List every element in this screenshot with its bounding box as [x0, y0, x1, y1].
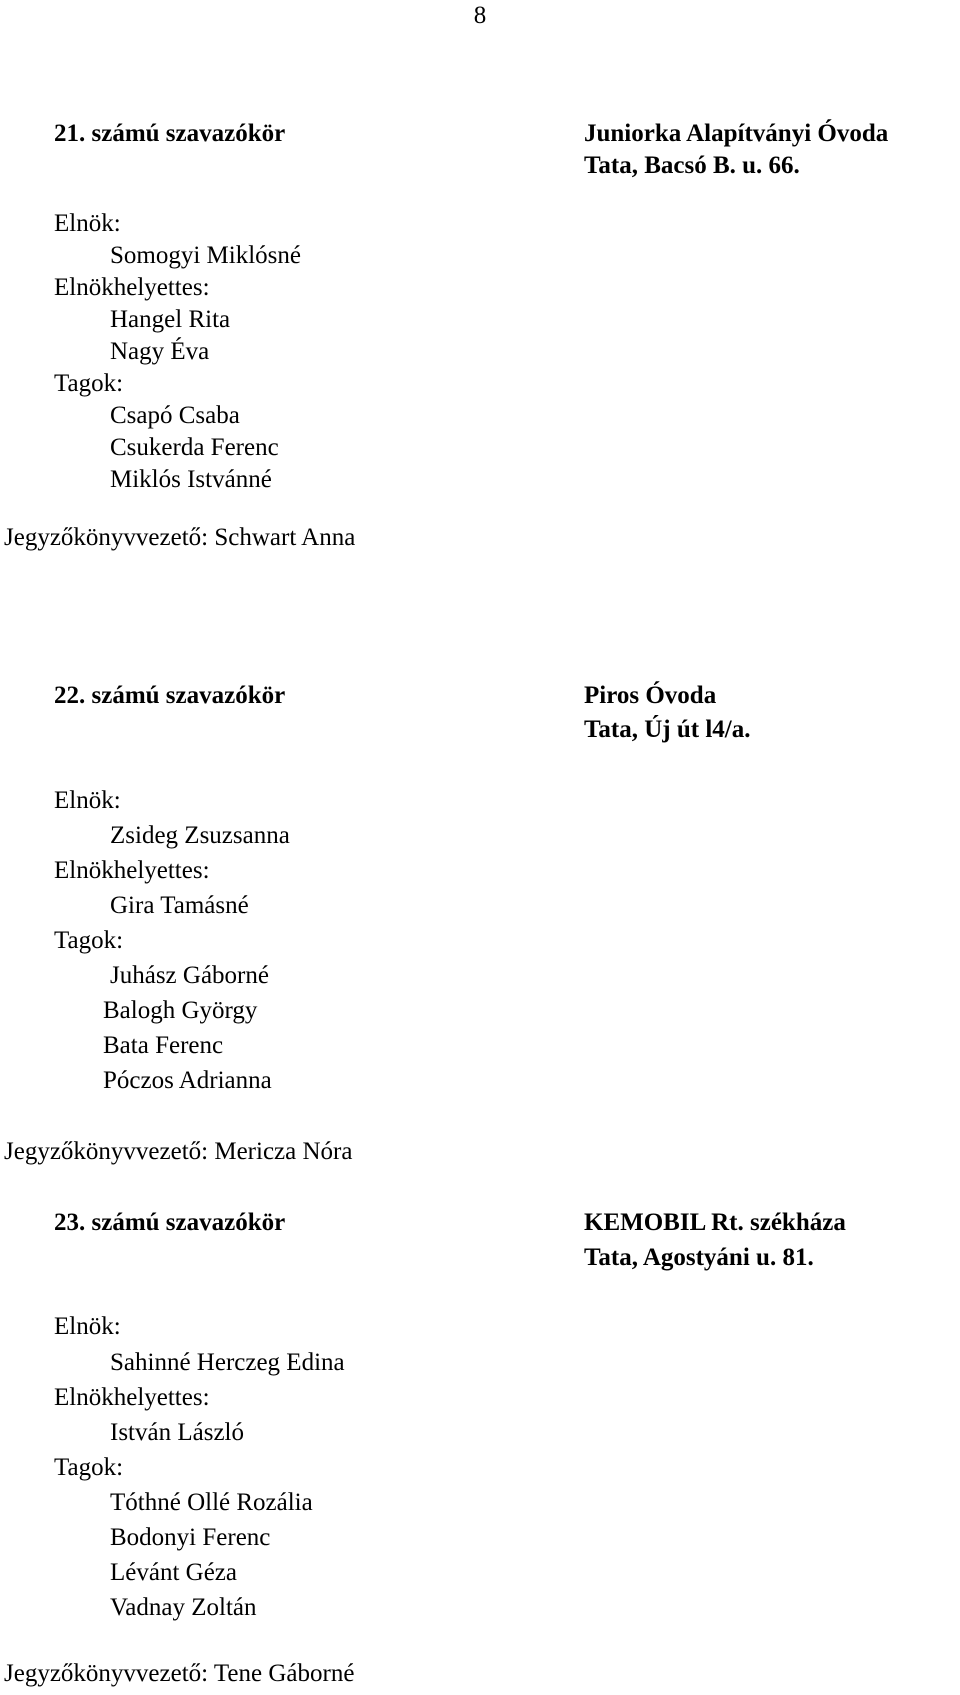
member-name: Tóthné Ollé Rozália [110, 1489, 313, 1516]
chair-label: Elnök: [54, 787, 121, 814]
deputy-name: István László [110, 1419, 244, 1446]
precinct-heading: 22. számú szavazókör [54, 682, 286, 709]
member-name: Bata Ferenc [103, 1032, 224, 1059]
chair-label: Elnök: [54, 1313, 121, 1340]
member-name: Balogh György [103, 997, 258, 1024]
chair-name: Somogyi Miklósné [110, 242, 301, 269]
clerk-line: Jegyzőkönyvvezető: Mericza Nóra [4, 1138, 353, 1165]
deputy-label: Elnökhelyettes: [54, 274, 210, 301]
deputy-label: Elnökhelyettes: [54, 1384, 210, 1411]
deputy-name: Nagy Éva [110, 338, 210, 365]
precinct-location-name: Juniorka Alapítványi Óvoda [584, 120, 889, 147]
deputy-label: Elnökhelyettes: [54, 857, 210, 884]
chair-name: Zsideg Zsuzsanna [110, 822, 290, 849]
deputy-name: Hangel Rita [110, 306, 231, 333]
precinct-location-address: Tata, Agostyáni u. 81. [584, 1244, 814, 1271]
members-label: Tagok: [54, 927, 124, 954]
chair-label: Elnök: [54, 210, 121, 237]
member-name: Póczos Adrianna [103, 1067, 272, 1094]
member-name: Lévánt Géza [110, 1559, 238, 1586]
chair-name: Sahinné Herczeg Edina [110, 1349, 345, 1376]
members-label: Tagok: [54, 370, 124, 397]
clerk-line: Jegyzőkönyvvezető: Tene Gáborné [4, 1660, 355, 1687]
precinct-location-address: Tata, Új út l4/a. [584, 716, 751, 743]
page-number: 8 [473, 2, 487, 29]
members-label: Tagok: [54, 1454, 124, 1481]
clerk-line: Jegyzőkönyvvezető: Schwart Anna [4, 524, 356, 551]
precinct-location-name: KEMOBIL Rt. székháza [584, 1209, 846, 1236]
member-name: Csukerda Ferenc [110, 434, 279, 461]
member-name: Vadnay Zoltán [110, 1594, 257, 1621]
precinct-location-address: Tata, Bacsó B. u. 66. [584, 152, 800, 179]
member-name: Juhász Gáborné [110, 962, 269, 989]
member-name: Csapó Csaba [110, 402, 240, 429]
member-name: Bodonyi Ferenc [110, 1524, 271, 1551]
precinct-heading: 23. számú szavazókör [54, 1209, 286, 1236]
precinct-location-name: Piros Óvoda [584, 682, 717, 709]
member-name: Miklós Istvánné [110, 466, 272, 493]
precinct-heading: 21. számú szavazókör [54, 120, 286, 147]
deputy-name: Gira Tamásné [110, 892, 249, 919]
